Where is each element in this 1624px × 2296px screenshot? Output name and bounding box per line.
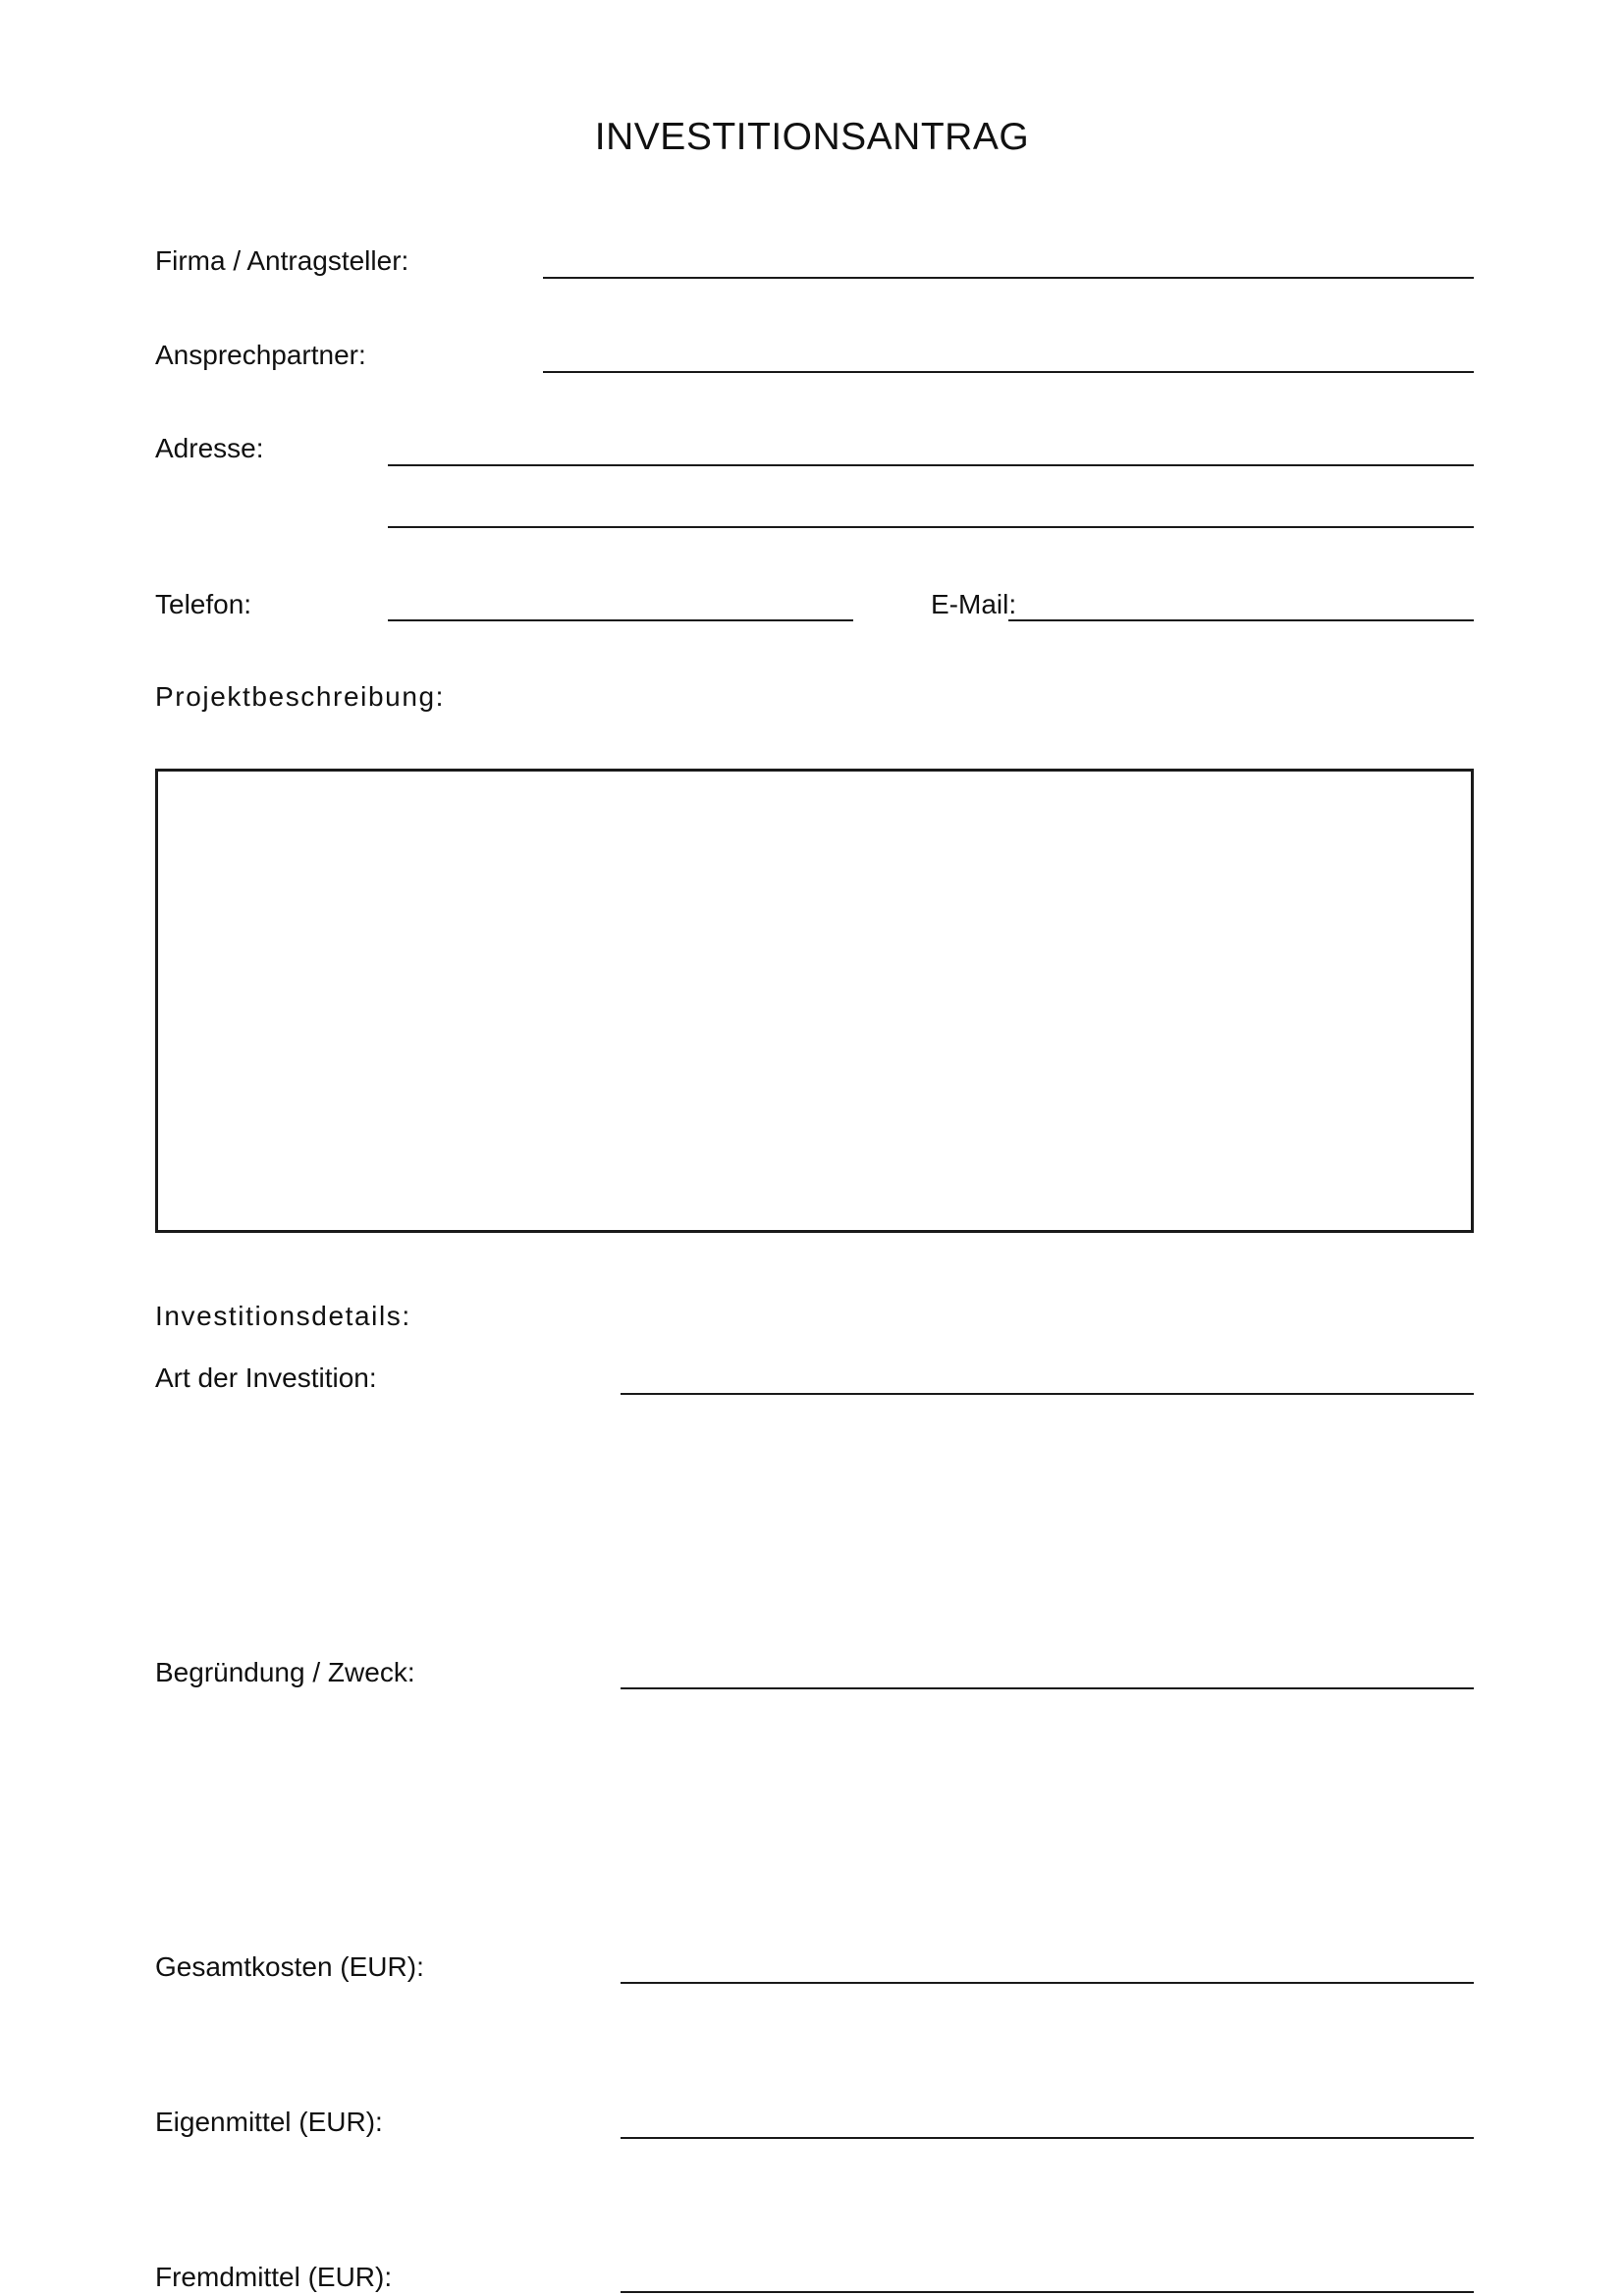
own-funds-label: Eigenmittel (EUR):	[155, 2107, 383, 2137]
total-cost-field[interactable]	[621, 1982, 1474, 1984]
form-title: INVESTITIONSANTRAG	[594, 116, 1030, 158]
company-label: Firma / Antragsteller:	[155, 245, 409, 276]
external-funds-label: Fremdmittel (EUR):	[155, 2262, 393, 2292]
address-label: Adresse:	[155, 433, 264, 463]
investment-type-field[interactable]	[621, 1393, 1474, 1395]
project-description-box[interactable]	[155, 769, 1474, 1233]
reason-label: Begründung / Zweck:	[155, 1657, 415, 1687]
address-field-line-1[interactable]	[388, 464, 1474, 466]
external-funds-field[interactable]	[621, 2291, 1474, 2293]
phone-label: Telefon:	[155, 589, 252, 619]
total-cost-label: Gesamtkosten (EUR):	[155, 1951, 424, 1982]
email-label: E-Mail:	[931, 589, 1017, 619]
contact-field[interactable]	[543, 371, 1474, 373]
investment-details-heading: Investitionsdetails:	[155, 1301, 411, 1331]
phone-field[interactable]	[388, 619, 853, 621]
email-field[interactable]	[1008, 619, 1474, 621]
company-field[interactable]	[543, 277, 1474, 279]
investment-type-label: Art der Investition:	[155, 1362, 377, 1393]
own-funds-field[interactable]	[621, 2137, 1474, 2139]
contact-label: Ansprechpartner:	[155, 340, 366, 370]
project-description-label: Projektbeschreibung:	[155, 681, 446, 712]
address-field-line-2[interactable]	[388, 526, 1474, 528]
reason-field[interactable]	[621, 1687, 1474, 1689]
